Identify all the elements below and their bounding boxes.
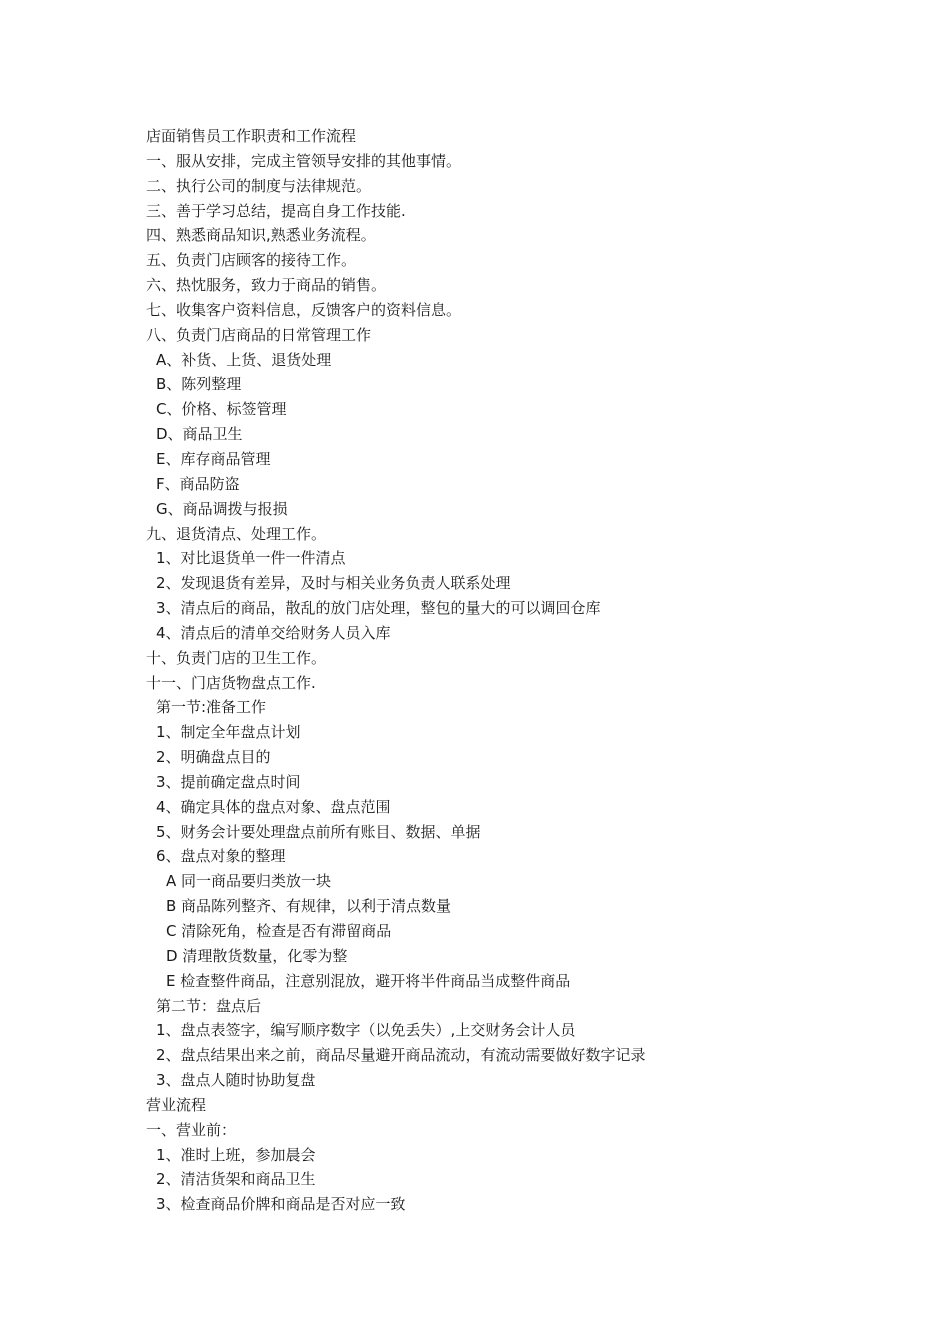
list-item: 3、检查商品价牌和商品是否对应一致 xyxy=(156,1195,406,1214)
list-item: 第二节：盘点后 xyxy=(156,996,262,1015)
list-item: 6、盘点对象的整理 xyxy=(156,847,286,866)
document-title: 店面销售员工作职责和工作流程 xyxy=(146,127,357,145)
section-heading: 四、熟悉商品知识,熟悉业务流程。 xyxy=(146,226,376,245)
sub-list-item: C 清除死角，检查是否有滞留商品 xyxy=(166,922,392,940)
list-item: F、商品防盗 xyxy=(156,474,240,493)
section-heading: 十、负责门店的卫生工作。 xyxy=(146,648,327,667)
list-item: 1、盘点表签字，编写顺序数字（以免丢失）,上交财务会计人员 xyxy=(156,1021,576,1040)
section-heading: 十一、门店货物盘点工作. xyxy=(146,673,316,692)
section-heading: 五、负责门店顾客的接待工作。 xyxy=(146,251,357,270)
section-heading: 八、负责门店商品的日常管理工作 xyxy=(146,325,372,344)
list-item: 4、确定具体的盘点对象、盘点范围 xyxy=(156,797,391,816)
section-heading: 六、热忱服务，致力于商品的销售。 xyxy=(146,276,387,295)
section-heading: 九、退货清点、处理工作。 xyxy=(146,524,327,543)
list-item: 1、对比退货单一件一件清点 xyxy=(156,549,346,568)
list-item: D、商品卫生 xyxy=(156,425,243,444)
list-item: 1、准时上班，参加晨会 xyxy=(156,1145,316,1164)
section-heading: 一、服从安排，完成主管领导安排的其他事情。 xyxy=(146,151,462,170)
list-item: 3、清点后的商品，散乱的放门店处理，整包的量大的可以调回仓库 xyxy=(156,599,601,618)
list-item: 2、发现退货有差异，及时与相关业务负责人联系处理 xyxy=(156,574,511,593)
sub-list-item: B 商品陈列整齐、有规律，以利于清点数量 xyxy=(166,897,452,916)
list-item: 3、盘点人随时协助复盘 xyxy=(156,1071,316,1090)
document-body xyxy=(146,124,866,1217)
sub-list-item: D 清理散货数量，化零为整 xyxy=(166,946,348,965)
list-item: G、商品调拨与报损 xyxy=(156,499,288,518)
list-item: 4、清点后的清单交给财务人员入库 xyxy=(156,623,391,642)
list-item: C、价格、标签管理 xyxy=(156,400,287,419)
section-heading: 七、收集客户资料信息，反馈客户的资料信息。 xyxy=(146,300,462,319)
sub-list-item: E 检查整件商品，注意别混放，避开将半件商品当成整件商品 xyxy=(166,971,571,990)
list-item: 第一节:准备工作 xyxy=(156,698,267,717)
list-item: 2、清洁货架和商品卫生 xyxy=(156,1170,316,1189)
list-item: 2、明确盘点目的 xyxy=(156,748,271,767)
list-item: 2、盘点结果出来之前，商品尽量避开商品流动，有流动需要做好数字记录 xyxy=(156,1046,646,1065)
section-heading: 三、善于学习总结，提高自身工作技能. xyxy=(146,201,406,220)
list-item: A、补货、上货、退货处理 xyxy=(156,350,332,369)
section-heading: 一、营业前： xyxy=(146,1120,237,1139)
list-item: E、库存商品管理 xyxy=(156,449,271,468)
list-item: 5、财务会计要处理盘点前所有账目、数据、单据 xyxy=(156,822,481,841)
list-item: 1、制定全年盘点计划 xyxy=(156,723,301,742)
list-item: B、陈列整理 xyxy=(156,375,242,394)
section-heading: 营业流程 xyxy=(146,1095,207,1114)
sub-list-item: A 同一商品要归类放一块 xyxy=(166,872,332,891)
section-heading: 二、执行公司的制度与法律规范。 xyxy=(146,176,372,195)
list-item: 3、提前确定盘点时间 xyxy=(156,772,301,791)
